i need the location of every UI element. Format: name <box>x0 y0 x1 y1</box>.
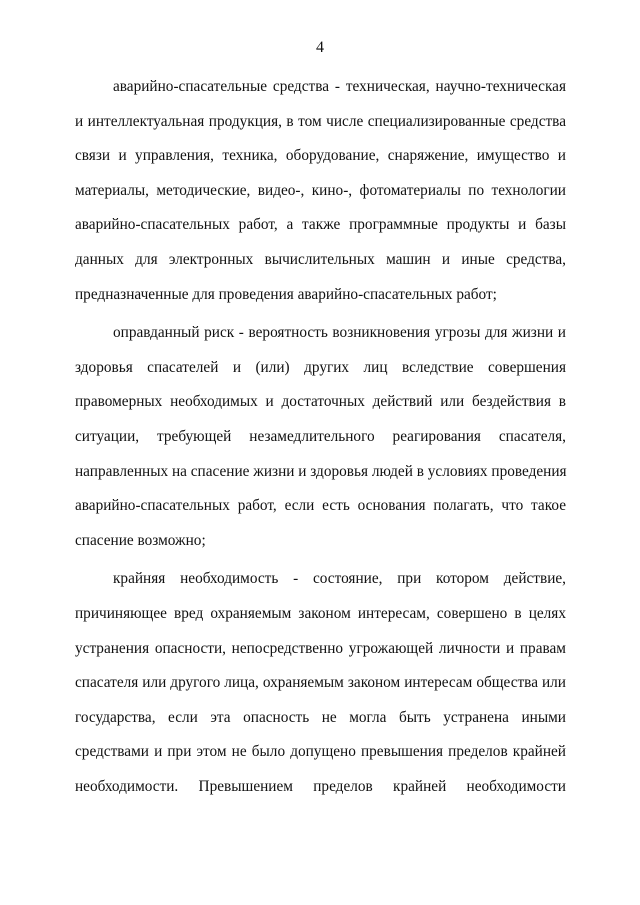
text-line: данных для электронных вычислительных машин и иные средства, <box>75 250 566 268</box>
text-line: необходимости. Превышением пределов крайней необходимости <box>75 777 566 795</box>
text-line: крайняя необходимость - состояние, при котором действие, <box>113 570 566 588</box>
document-body <box>75 70 566 808</box>
text-line: аварийно-спасательные средства - техническая, научно-техническая <box>113 78 566 95</box>
text-line: государства, если эта опасность не могла быть устранена иными <box>75 708 566 726</box>
text-line: материалы, методические, видео-, кино-, фотоматериалы по технологии <box>75 181 566 199</box>
text-line: средствами и при этом не было допущено превышения пределов крайней <box>75 743 566 761</box>
text-line: аварийно-спасательных работ, а также программные продукты и базы <box>75 216 566 234</box>
text-line: и интеллектуальная продукция, в том числе специализированные средства <box>75 112 566 130</box>
text-line: аварийно-спасательных работ, если есть основания полагать, что такое <box>75 497 566 515</box>
text-line: связи и управления, техника, оборудование, снаряжение, имущество и <box>75 147 566 165</box>
text-line: направленных на спасение жизни и здоровья людей в условиях проведения <box>75 462 567 480</box>
text-line: оправданный риск - вероятность возникновения угрозы для жизни и <box>113 324 566 342</box>
text-line: здоровья спасателей и (или) других лиц вследствие совершения <box>75 358 566 376</box>
paragraph-justified-risk <box>75 316 566 558</box>
paragraph-extreme-necessity <box>75 562 566 804</box>
text-line: предназначенные для проведения аварийно-спасательных работ; <box>75 285 497 303</box>
text-line: правомерных необходимых и достаточных действий или бездействия в <box>75 393 566 411</box>
paragraph-rescue-means <box>75 70 566 312</box>
text-line: спасение возможно; <box>75 531 206 549</box>
page-number: 4 <box>316 39 324 56</box>
text-line: причиняющее вред охраняемым законом интересам, совершено в целях <box>75 604 566 622</box>
text-line: ситуации, требующей незамедлительного реагирования спасателя, <box>75 427 566 445</box>
text-line: спасателя или другого лица, охраняемым законом интересам общества или <box>75 674 566 692</box>
text-line: устранения опасности, непосредственно угрожающей личности и правам <box>75 639 566 657</box>
